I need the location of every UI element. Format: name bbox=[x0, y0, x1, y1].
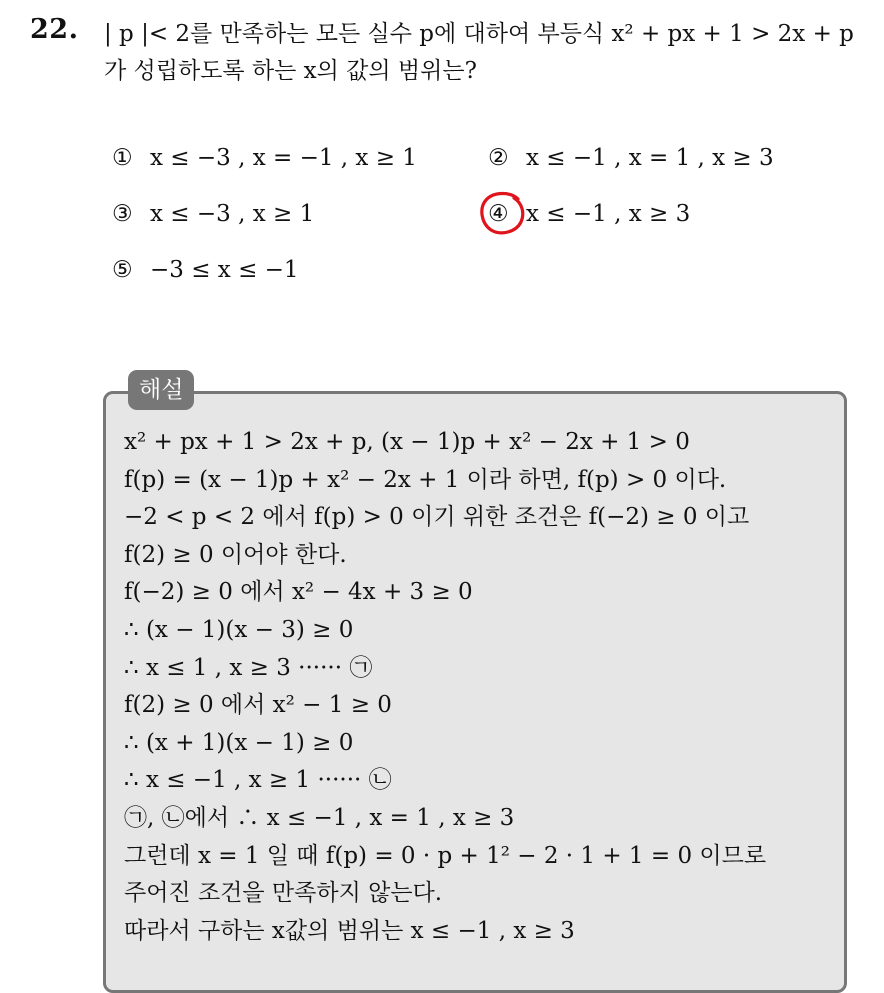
choice-5-mark: ⑤ bbox=[112, 257, 133, 283]
solution-line-9: ∴ (x + 1)(x − 1) ≥ 0 bbox=[124, 729, 354, 756]
choice-3-text: x ≤ −3 , x ≥ 1 bbox=[150, 201, 315, 227]
choice-1[interactable] bbox=[112, 145, 417, 171]
solution-line-8: f(2) ≥ 0 에서 x² − 1 ≥ 0 bbox=[124, 692, 392, 719]
solution-line-4: f(2) ≥ 0 이어야 한다. bbox=[124, 541, 347, 568]
choice-4-text: x ≤ −1 , x ≥ 3 bbox=[526, 201, 691, 227]
question-stem bbox=[104, 16, 874, 90]
choice-4-mark: ④ bbox=[488, 201, 509, 227]
solution-line-13: 주어진 조건을 만족하지 않는다. bbox=[124, 880, 443, 907]
solution-line-14: 따라서 구하는 x값의 범위는 x ≤ −1 , x ≥ 3 bbox=[124, 917, 575, 944]
solution-line-6: ∴ (x − 1)(x − 3) ≥ 0 bbox=[124, 616, 354, 643]
choice-5-text: −3 ≤ x ≤ −1 bbox=[150, 257, 299, 283]
choice-1-text: x ≤ −3 , x = −1 , x ≥ 1 bbox=[150, 145, 417, 171]
choice-4[interactable] bbox=[488, 201, 690, 227]
choice-2-mark: ② bbox=[488, 145, 509, 171]
solution-text bbox=[124, 424, 834, 950]
choice-5[interactable] bbox=[112, 257, 299, 283]
question-stem-line-1: | p |< 2를 만족하는 모든 실수 p에 대하여 부등식 x² + px + 1 > 2x + p bbox=[104, 21, 854, 47]
solution-line-12: 그런데 x = 1 일 때 f(p) = 0 · p + 1² − 2 · 1 + 1 = 0 이므로 bbox=[124, 842, 767, 869]
solution-line-7: ∴ x ≤ 1 , x ≥ 3 ······ ㉠ bbox=[124, 654, 373, 681]
choice-3-mark: ③ bbox=[112, 201, 133, 227]
choice-1-mark: ① bbox=[112, 145, 133, 171]
solution-line-1: x² + px + 1 > 2x + p, (x − 1)p + x² − 2x + 1 > 0 bbox=[124, 429, 690, 455]
choice-3[interactable] bbox=[112, 201, 314, 227]
question-stem-line-2: 가 성립하도록 하는 x의 값의 범위는? bbox=[104, 58, 477, 84]
question-number: 22. bbox=[30, 14, 79, 45]
solution-label: 해설 bbox=[128, 370, 194, 410]
solution-line-5: f(−2) ≥ 0 에서 x² − 4x + 3 ≥ 0 bbox=[124, 579, 473, 606]
solution-line-10: ∴ x ≤ −1 , x ≥ 1 ······ ㉡ bbox=[124, 767, 392, 794]
choice-2[interactable] bbox=[488, 145, 774, 171]
solution-line-3: −2 < p < 2 에서 f(p) > 0 이기 위한 조건은 f(−2) ≥ 0 이고 bbox=[124, 504, 750, 531]
solution-line-2: f(p) = (x − 1)p + x² − 2x + 1 이라 하면, f(p) > 0 이다. bbox=[124, 466, 727, 493]
choice-2-text: x ≤ −1 , x = 1 , x ≥ 3 bbox=[526, 145, 774, 171]
solution-line-11: ㉠, ㉡에서 ∴ x ≤ −1 , x = 1 , x ≥ 3 bbox=[124, 804, 515, 831]
